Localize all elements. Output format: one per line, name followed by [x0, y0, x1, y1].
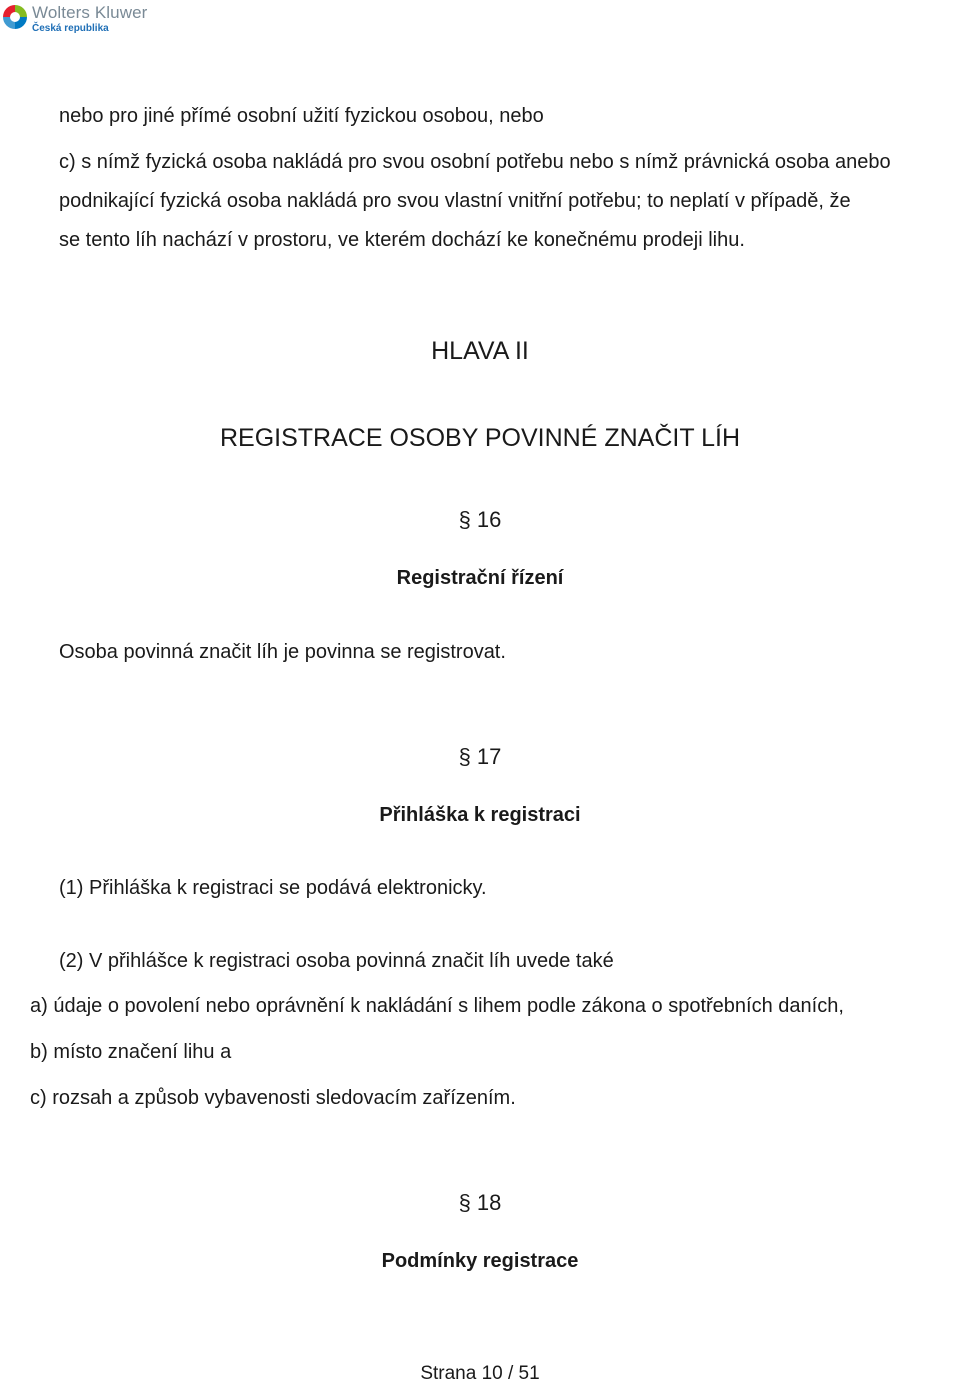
list-item: c) rozsah a způsob vybavenosti sledovacím zařízením. [30, 1087, 516, 1109]
section-title: Podmínky registrace [381, 1250, 579, 1272]
list-item: a) údaje o povolení nebo oprávnění k nakládání s lihem podle zákona o spotřebních daních, [30, 995, 844, 1017]
head-subtitle: REGISTRACE OSOBY POVINNÉ ZNAČIT LÍH [219, 424, 741, 452]
head-title: HLAVA II [431, 337, 529, 365]
page-number: Strana 10 / 51 [420, 1363, 540, 1384]
section-title: Registrační řízení [396, 567, 564, 589]
list-item: b) místo značení lihu a [30, 1041, 232, 1063]
intro-line: se tento líh nachází v prostoru, ve kterém dochází ke konečnému prodeji lihu. [59, 229, 745, 251]
paragraph-1: (1) Přihláška k registraci se podává elektronicky. [59, 877, 487, 899]
publisher-logo [2, 2, 147, 36]
logo-subtitle: Česká republika [32, 23, 109, 34]
section-number: § 18 [458, 1190, 502, 1215]
intro-line: nebo pro jiné přímé osobní užití fyzickou osobou, nebo [59, 105, 544, 127]
section-text: Osoba povinná značit líh je povinna se registrovat. [59, 641, 506, 663]
intro-line: podnikající fyzická osoba nakládá pro svou vlastní vnitřní potřebu; to neplatí v případě, že [59, 190, 851, 212]
section-number: § 17 [458, 744, 502, 769]
section-title: Přihláška k registraci [379, 804, 581, 826]
section-number: § 16 [458, 507, 502, 532]
paragraph-2: (2) V přihlášce k registraci osoba povinná značit líh uvede také [59, 950, 614, 972]
logo-name: Wolters Kluwer [32, 3, 148, 22]
intro-line: c) s nímž fyzická osoba nakládá pro svou osobní potřebu nebo s nímž právnická osoba anebo [59, 151, 891, 173]
wolters-kluwer-logo-icon [2, 4, 28, 30]
